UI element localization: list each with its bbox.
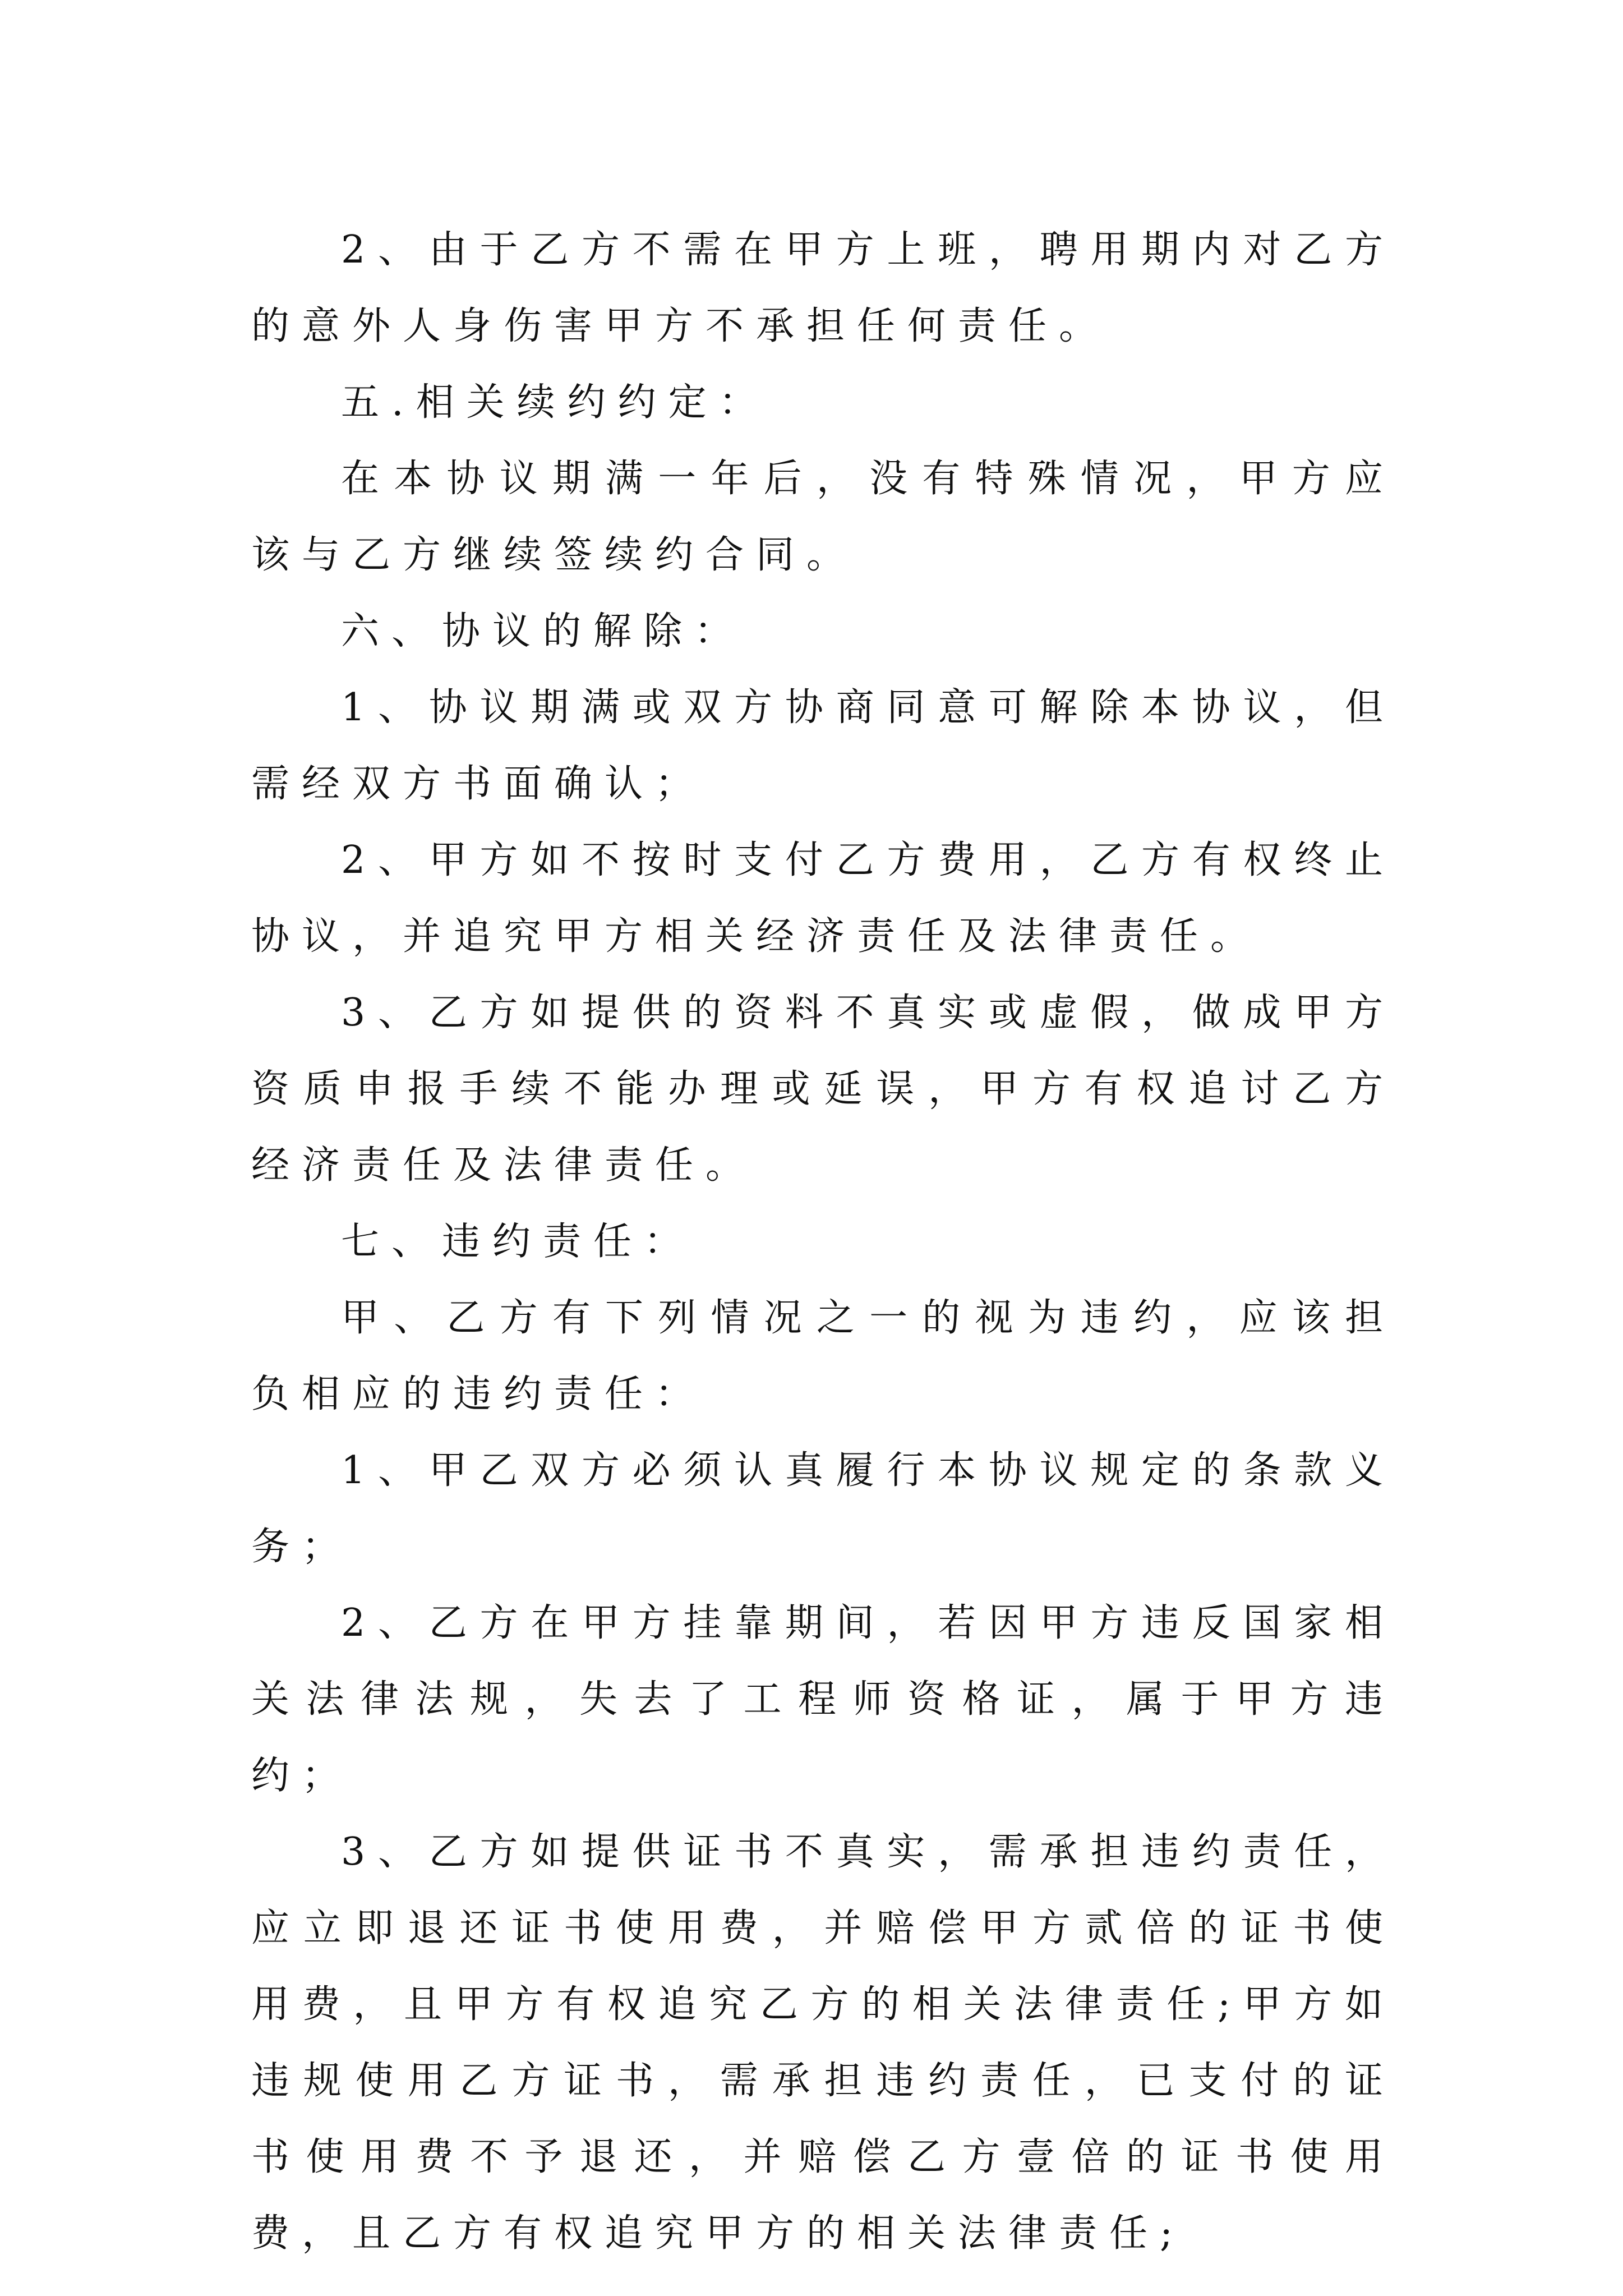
document-body [251, 212, 1395, 2272]
paragraph-clause-7-3: 3、乙方如提供证书不真实，需承担违约责任，应立即退还证书使用费，并赔偿甲方贰倍的证书使用费，且甲方有权追究乙方的相关法律责任;甲方如违规使用乙方证书，需承担违约责任，已支付的证书使用费不予退还，并赔偿乙方壹倍的证书使用费，且乙方有权追究甲方的相关法律责任; [251, 1830, 1395, 2256]
paragraph-clause-7-1: 1、甲乙双方必须认真履行本协议规定的条款义务； [251, 1448, 1395, 1569]
paragraph-section-7-intro: 甲、乙方有下列情况之一的视为违约，应该担负相应的违约责任： [251, 1296, 1395, 1416]
paragraph-clause-4-2: 2、由于乙方不需在甲方上班，聘用期内对乙方的意外人身伤害甲方不承担任何责任。 [251, 228, 1395, 348]
heading-section-6: 六、协议的解除： [341, 609, 745, 654]
paragraph-section-5: 在本协议期满一年后，没有特殊情况，甲方应该与乙方继续签续约合同。 [251, 457, 1395, 577]
heading-section-7: 七、违约责任： [341, 1220, 695, 1264]
paragraph-clause-7-2: 2、乙方在甲方挂靠期间，若因甲方违反国家相关法律法规，失去了工程师资格证，属于甲方违约； [251, 1601, 1395, 1798]
paragraph-clause-6-2: 2、甲方如不按时支付乙方费用，乙方有权终止协议，并追究甲方相关经济责任及法律责任。 [251, 838, 1395, 959]
paragraph-clause-6-3: 3、乙方如提供的资料不真实或虚假，做成甲方资质申报手续不能办理或延误，甲方有权追讨乙方经济责任及法律责任。 [251, 991, 1395, 1188]
paragraph-clause-6-1: 1、协议期满或双方协商同意可解除本协议，但需经双方书面确认； [251, 685, 1395, 806]
heading-section-5: 五.相关续约约定： [341, 380, 769, 425]
